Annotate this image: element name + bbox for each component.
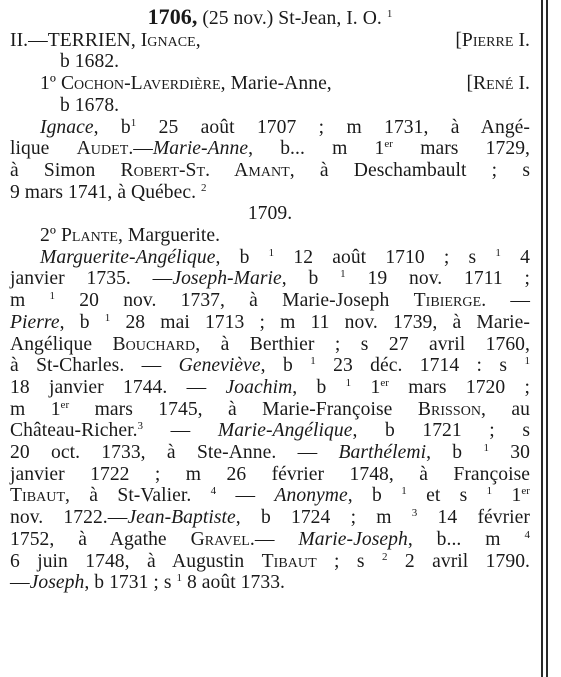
- text: m 1: [10, 398, 61, 420]
- spouse-surname: Robert-St. Amant: [120, 159, 290, 181]
- spouse-surname: Gravel: [190, 528, 250, 550]
- text: 23 déc. 1714 : s: [315, 355, 525, 377]
- footnote-ref: 2: [381, 550, 388, 563]
- spouse-surname: Tibaut: [10, 485, 66, 507]
- text: 1: [492, 485, 522, 507]
- text: à St-Charles. —: [10, 355, 179, 377]
- child-name: Marie-Joseph: [298, 528, 408, 550]
- text: 6 juin 1748, à Augustin: [10, 550, 262, 572]
- text: 30: [489, 442, 530, 464]
- text: , b: [260, 355, 311, 377]
- child-name: Joachim: [225, 376, 293, 398]
- wife2-ordinal: 2º: [40, 225, 56, 247]
- text: , à Deschambault ; s: [289, 159, 530, 181]
- text: , à Berthier ; s 27 avril 1760,: [195, 333, 530, 355]
- text: . —: [481, 290, 530, 312]
- children1-line-2: [10, 138, 530, 160]
- text: 8 août 1733.: [182, 572, 285, 594]
- text: nov. 1722.—: [10, 507, 128, 529]
- text: —: [143, 420, 218, 442]
- children1-line-4: [10, 182, 530, 204]
- child-name: Marie-Anne: [152, 138, 249, 160]
- husband-birth: b 1682.: [60, 51, 120, 73]
- footnote-ref: 1: [49, 290, 56, 303]
- text: , b 1721 ; s: [352, 420, 530, 442]
- text: , b: [292, 376, 346, 398]
- footnote-ref: 1: [340, 268, 346, 281]
- text: 20 oct. 1733, à Ste-Anne. —: [10, 442, 339, 464]
- footnote-ref: 3: [137, 420, 144, 433]
- column-rule-right: [546, 0, 548, 677]
- children1-line-3: [10, 160, 530, 182]
- text: mars 1729,: [393, 138, 530, 160]
- children2-line-3: [10, 290, 530, 312]
- text: , b 1731 ; s: [84, 572, 177, 594]
- footnote-ref: 1: [130, 116, 137, 129]
- text: , b: [426, 442, 484, 464]
- spouse-surname: Bouchard: [112, 333, 196, 355]
- text: , b: [215, 246, 269, 268]
- text: mars 1720 ;: [389, 376, 531, 398]
- text: janvier 1722 ; m 26 février 1748, à Françoise: [10, 463, 530, 485]
- footnote-ref: 1: [524, 355, 530, 368]
- wife1-line: [10, 73, 530, 95]
- ordinal-sup: er: [521, 485, 531, 498]
- text: —: [216, 485, 275, 507]
- entry-heading: [10, 6, 530, 30]
- text: 4: [500, 246, 530, 268]
- text: , b... m 1: [248, 138, 385, 160]
- children2-line-8: [10, 399, 530, 421]
- children2-line-15: [10, 551, 530, 573]
- ordinal-sup: er: [384, 138, 394, 151]
- wife2-firstname: Marguerite.: [127, 225, 221, 247]
- children2-line-7: [10, 377, 530, 399]
- wife1-ordinal: 1º: [40, 73, 56, 95]
- footnote-ref: 1: [176, 572, 183, 585]
- text: 18 janvier 1744. —: [10, 376, 226, 398]
- text: lique: [10, 138, 77, 160]
- marriage-year-2: 1709.: [247, 203, 293, 225]
- spouse-surname: Audet: [76, 138, 129, 160]
- child-name: Anonyme: [274, 485, 348, 507]
- children2-line-5: [10, 334, 530, 356]
- entry-place: St-Jean, I. O.: [278, 8, 382, 29]
- footnote-ref: 1: [345, 376, 352, 389]
- text: 12 août 1710 ; s: [274, 246, 496, 268]
- text: mars 1745, à Marie-Françoise: [69, 398, 418, 420]
- footnote-ref: 2: [201, 181, 207, 194]
- children2-line-12: [10, 485, 530, 507]
- text: 1: [351, 376, 381, 398]
- text: , b 1724 ; m: [235, 507, 412, 529]
- children2-line-14: [10, 529, 530, 551]
- husband-firstname: Ignace,: [140, 29, 201, 51]
- text: , b: [281, 268, 341, 290]
- footnote-ref: 1: [268, 246, 275, 259]
- children2-line-6: [10, 355, 530, 377]
- text: 28 mai 1713 ; m 11 nov. 1739, à Marie-: [110, 311, 530, 333]
- text: à Simon: [10, 159, 121, 181]
- footnote-ref: 1: [486, 485, 493, 498]
- text: , b: [93, 116, 131, 138]
- child-name: Geneviève: [178, 355, 261, 377]
- footnote-ref: 4: [210, 485, 217, 498]
- text: —: [10, 572, 30, 594]
- text: , au: [481, 398, 530, 420]
- text: , b... m: [407, 528, 525, 550]
- child-name: Marguerite-Angélique: [40, 246, 216, 268]
- footnote-ref: 1: [495, 246, 501, 259]
- footnote-ref: 1: [483, 442, 490, 455]
- text: Château-Richer.: [10, 420, 138, 442]
- wife1-birth: b 1678.: [60, 94, 120, 116]
- text: 25 août 1707 ; m 1731, à Angé-: [136, 116, 530, 138]
- text: , à St-Valier.: [65, 485, 211, 507]
- footnote-ref: 3: [411, 507, 418, 520]
- wife2-surname: Plante,: [60, 225, 123, 247]
- child-name: Marie-Angélique: [217, 420, 353, 442]
- text: 20 nov. 1737, à Marie-Joseph: [55, 290, 414, 312]
- text: .—: [249, 528, 299, 550]
- children2-line-10: [10, 442, 530, 464]
- wife1-firstname: Marie-Anne,: [230, 73, 332, 95]
- genealogy-entry: [10, 6, 530, 594]
- text: , b: [59, 311, 105, 333]
- text: 19 nov. 1711 ;: [345, 268, 530, 290]
- text: 2 avril 1790.: [387, 550, 531, 572]
- child-name: Pierre: [10, 311, 60, 333]
- wife1-surname: Cochon-Laverdière,: [60, 73, 226, 95]
- children2-line-11: [10, 464, 530, 486]
- footnote-ref: 1: [104, 311, 111, 324]
- spouse-surname: Tibaut: [261, 550, 317, 572]
- husband-surname: TERRIEN,: [47, 29, 136, 51]
- child-name: Jean-Baptiste: [127, 507, 236, 529]
- wife2-line: [10, 225, 530, 247]
- child-name: Ignace: [40, 116, 94, 138]
- husband-line: [10, 30, 530, 52]
- wife1-father: [René I.: [466, 73, 530, 95]
- text: Angélique: [10, 333, 113, 355]
- children2-line-4: [10, 312, 530, 334]
- entry-date: (25 nov.): [202, 8, 274, 29]
- footnote-ref: 1: [386, 8, 393, 20]
- text: janvier 1735. —: [10, 268, 173, 290]
- text: et s: [406, 485, 487, 507]
- children2-line-1: [10, 247, 530, 269]
- generation-marker: II.—: [10, 29, 48, 51]
- children2-line-9: [10, 420, 530, 442]
- children2-line-2: [10, 268, 530, 290]
- text: 9 mars 1741, à Québec.: [10, 181, 202, 203]
- footnote-ref: 1: [310, 355, 316, 368]
- column-rule-left: [541, 0, 543, 677]
- text: 14 février: [417, 507, 530, 529]
- ordinal-sup: er: [60, 398, 70, 411]
- entry-year: 1706,: [147, 4, 198, 29]
- children1-line-1: [10, 117, 530, 139]
- text: m: [10, 290, 50, 312]
- children2-line-16: [10, 572, 530, 594]
- text: 1752, à Agathe: [10, 528, 191, 550]
- spouse-surname: Tibierge: [413, 290, 482, 312]
- text: .—: [128, 138, 153, 160]
- footnote-ref: 1: [401, 485, 407, 498]
- text: , b: [347, 485, 402, 507]
- spouse-surname: Brisson: [417, 398, 482, 420]
- child-name: Barthélemi: [338, 442, 427, 464]
- ordinal-sup: er: [380, 376, 389, 389]
- text: ; s: [316, 550, 382, 572]
- husband-father: [Pierre I.: [455, 29, 530, 51]
- footnote-ref: 4: [524, 528, 530, 541]
- child-name: Joseph: [29, 572, 85, 594]
- child-name: Joseph-Marie: [172, 268, 282, 290]
- children2-line-13: [10, 507, 530, 529]
